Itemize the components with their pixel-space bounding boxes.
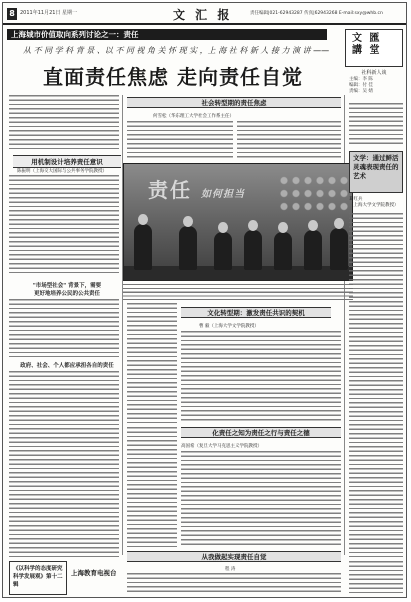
left-column-byline: 陈振明（上海交大国际与公共事务学院教授）: [17, 169, 107, 174]
photo-banner: [148, 174, 245, 203]
body-text: [9, 299, 119, 357]
speaker-figure: [244, 230, 262, 270]
speaker-figure: [274, 232, 292, 270]
portrait-wall: [278, 174, 348, 214]
column-subtitle: 社科新人谈: [361, 70, 387, 76]
body-text: [237, 121, 341, 159]
speaker-figure: [304, 230, 322, 270]
section-byline-3: 高国希（复旦大学马克思主义学院教授）: [181, 444, 262, 449]
speaker-head: [138, 214, 148, 225]
speaker-head: [248, 220, 258, 231]
tv-station-ad: 上海教育电视台: [71, 569, 117, 577]
pullquote-2: 政府、社会、个人都应承担各自的责任: [20, 363, 114, 369]
contact-line: 责任编辑|021-62943287 传真|62943268 E-mail:sxy@whb.cn: [250, 11, 383, 16]
body-text: [349, 103, 403, 147]
body-text: [9, 371, 119, 557]
speaker-figure: [330, 228, 348, 270]
photo-caption: [123, 284, 353, 300]
body-text: [127, 427, 177, 547]
speaker-figure: [214, 232, 232, 270]
section-byline-4: 程 涛: [225, 567, 236, 572]
pullquote-1a: "市场型社会" 背景下，需要: [32, 283, 102, 289]
body-text: [349, 213, 403, 557]
forum-photo: [123, 163, 353, 281]
speaker-head: [308, 220, 318, 231]
right-column-title: 文学：通过鲜活灵魂表现责任的艺术: [349, 151, 403, 193]
right-column-byline: 葛红兵 （上海大学文学院教授）: [349, 197, 399, 208]
body-text: [181, 451, 341, 547]
body-text: [127, 573, 341, 595]
speaker-figure: [134, 224, 152, 270]
editor-credits: 主编：李 陈 编辑：付 佳 责编：吴 婧: [349, 77, 373, 94]
photo-banner-main: 责任: [148, 178, 192, 202]
photo-banner-sub: 如何担当: [200, 189, 245, 200]
date-line: 2011年11月21日 星期一: [20, 10, 78, 16]
section-head-1: 社会转型期的责任焦虑: [127, 97, 341, 108]
body-text: [9, 95, 119, 151]
body-text: [181, 331, 341, 423]
column-logo: [345, 29, 403, 67]
pullquote-1b: 更好地培养公民的公共责任: [33, 291, 100, 297]
main-headline: 直面责任焦虑 走向责任自觉: [43, 65, 303, 89]
newspaper-page: [2, 2, 407, 598]
section-head-3: 化责任之知为责任之行与责任之德: [181, 427, 341, 438]
section-head-4: 从我做起实现责任自觉: [127, 551, 341, 562]
kicker: 从 不 同 学 科 背 景 、以 不 同 视 角 关 怀 现 实 ，上 海 社 科 新 人 接 力 演 讲 ——: [23, 46, 330, 55]
section-head-2: 文化转型期：激发责任共识的契机: [181, 307, 331, 318]
speaker-head: [278, 222, 288, 233]
body-text: [127, 121, 233, 159]
speaker-head: [218, 222, 228, 233]
speaker-head: [183, 216, 193, 227]
column-seal: 文 匯 講 堂: [352, 33, 382, 56]
left-column-title: 用机制设计培养责任意识: [13, 155, 121, 168]
speaker-figure: [179, 226, 197, 270]
masthead: [3, 3, 406, 25]
series-title: 上海城市价值取向系列讨论之一：责任: [7, 29, 327, 40]
speaker-head: [334, 218, 344, 229]
section-byline-2: 曹 毅（上海大学文学院教授）: [199, 324, 259, 329]
body-text: [349, 561, 403, 595]
paper-name: 文 汇 报: [173, 8, 233, 22]
section-byline-1: 何雪松（华东理工大学社会工作系主任）: [153, 114, 234, 119]
book-ad: 《以科学的态度研究科学发展观》第十二辑: [9, 561, 67, 595]
page-number: 8: [7, 8, 17, 20]
body-text: [9, 175, 119, 275]
body-text: [127, 303, 177, 423]
